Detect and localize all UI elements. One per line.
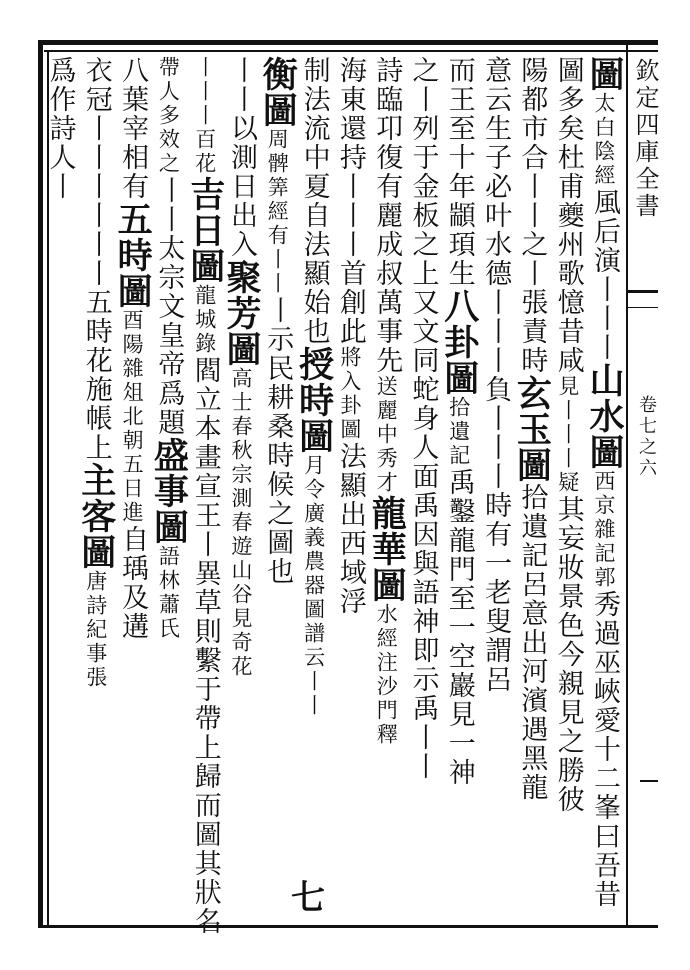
heading-term: 龍華圖 xyxy=(366,495,408,603)
text-column xyxy=(332,56,368,921)
border-bottom xyxy=(38,925,658,928)
annotation-text: 水經注沙門釋 xyxy=(374,603,399,747)
annotation-text: 語林蕭氏 xyxy=(156,545,181,641)
body-text: 蛇身人面禹因與語神即示禹丨丨 xyxy=(407,375,439,781)
annotation-text: 月令廣義農器圖譜云丨丨 xyxy=(301,454,326,718)
heading-term: 山水圖 xyxy=(584,362,625,470)
annotation-text: 拾遺記 xyxy=(446,396,471,468)
body-text: 丨丨以測日出入 xyxy=(226,56,257,259)
body-text: 閻立本畫宣王丨 xyxy=(189,356,221,559)
text-column xyxy=(293,56,335,921)
body-text: 意云生子必叶水德丨丨丨 xyxy=(480,56,512,375)
annotation-text: 周髀筭經有丨丨 xyxy=(265,128,290,296)
body-text: 責時 xyxy=(516,317,548,375)
text-column xyxy=(405,56,441,921)
margin-volume-label: 卷七之六 xyxy=(636,395,657,479)
annotation-text: 丨丨丨百花 xyxy=(192,56,217,176)
text-column xyxy=(148,56,190,921)
body-text: 陽都市合丨丨之丨張 xyxy=(516,56,548,317)
heading-term: 八卦圖 xyxy=(438,288,480,396)
annotation-text: 酉陽雜俎北朝五日進 xyxy=(120,309,145,525)
margin-book-title: 欽定四庫全書 xyxy=(631,58,659,220)
body-text: 拾遺記呂意出河濱遇黑龍 xyxy=(516,483,548,802)
heading-term: 圖 xyxy=(584,56,625,92)
body-text: 詩臨卭復有麗成叔萬事先 xyxy=(371,56,403,375)
text-column xyxy=(184,56,226,936)
body-text: 負丨丨丨時有一老叟謂呂 xyxy=(480,375,512,694)
text-column xyxy=(477,56,513,921)
heading-term: 吉日圖 xyxy=(184,176,226,284)
body-text: 禹鑿龍門至一空巖見一神 xyxy=(443,468,475,787)
border-top-inner xyxy=(44,50,658,52)
heading-term: 盛事圖 xyxy=(148,437,190,545)
body-text: 圖多矣杜甫夔州歌憶昔咸 xyxy=(552,56,584,375)
body-text: 而王至十年顓頊生 xyxy=(443,56,475,288)
body-text: 丨示民耕桑時候之圖也 xyxy=(262,296,294,586)
annotation-text: 高士春秋宗測春遊山谷見奇花 xyxy=(229,367,253,679)
text-column xyxy=(221,56,262,921)
body-text: 衣冠丨丨丨丨丨丨五時花施帳上 xyxy=(80,56,112,462)
border-top xyxy=(38,40,658,45)
text-column xyxy=(438,56,480,921)
text-column xyxy=(366,56,408,921)
heading-term: 主客圖 xyxy=(75,462,117,570)
fold-mark-lower xyxy=(640,780,658,782)
body-text: 丨丨太宗文皇帝爲題 xyxy=(153,176,185,437)
body-text: 秀過巫峽愛十二峯曰吾昔 xyxy=(589,590,620,909)
annotation-text: 龍城錄 xyxy=(192,284,217,356)
body-text: 制法流中夏自法顯始也 xyxy=(298,56,330,346)
body-text: 自瑀及遘 xyxy=(117,525,149,641)
text-column xyxy=(550,56,586,921)
text-column xyxy=(511,56,553,921)
annotation-text: 見丨丨丨疑 xyxy=(555,375,580,495)
body-text: 異草則繫于帶上歸而圖其狀名 xyxy=(189,559,221,936)
body-text: 八葉宰相有 xyxy=(117,56,149,201)
body-text: 法顯出西域浮 xyxy=(334,442,366,616)
annotation-text: 送麗中秀才 xyxy=(374,375,399,495)
heading-term: 衡圖 xyxy=(257,56,299,128)
annotation-text: 將入卦圖 xyxy=(337,346,362,442)
heading-term: 五時圖 xyxy=(112,201,154,309)
body-text: 風后演丨丨丨 xyxy=(589,188,620,362)
body-text: 其妄妝景色今親見之勝彼 xyxy=(552,495,584,814)
heading-term: 聚芳圖 xyxy=(221,259,262,367)
annotation-text: 太白陰經 xyxy=(592,92,616,188)
annotation-text: 帶人多效之 xyxy=(156,56,181,176)
text-column xyxy=(112,56,154,921)
heading-term: 玄玉圖 xyxy=(511,375,553,483)
text-column xyxy=(257,56,299,921)
fold-mark xyxy=(628,290,658,293)
text-column xyxy=(42,56,78,921)
annotation-text: 唐詩紀事張 xyxy=(83,570,108,690)
border-right xyxy=(626,40,628,928)
body-text: 之丨列于金板之上又文同 xyxy=(407,56,439,375)
annotation-text: 西京雜記郭 xyxy=(592,470,616,590)
text-column xyxy=(584,56,625,921)
heading-term: 授時圖 xyxy=(293,346,335,454)
text-column xyxy=(75,56,117,921)
body-text: 海東還持丨丨丨首創此 xyxy=(334,56,366,346)
body-text: 爲作詩人丨 xyxy=(44,56,76,201)
page-number: 七 xyxy=(291,878,325,918)
fold-mark-inner xyxy=(628,307,658,308)
